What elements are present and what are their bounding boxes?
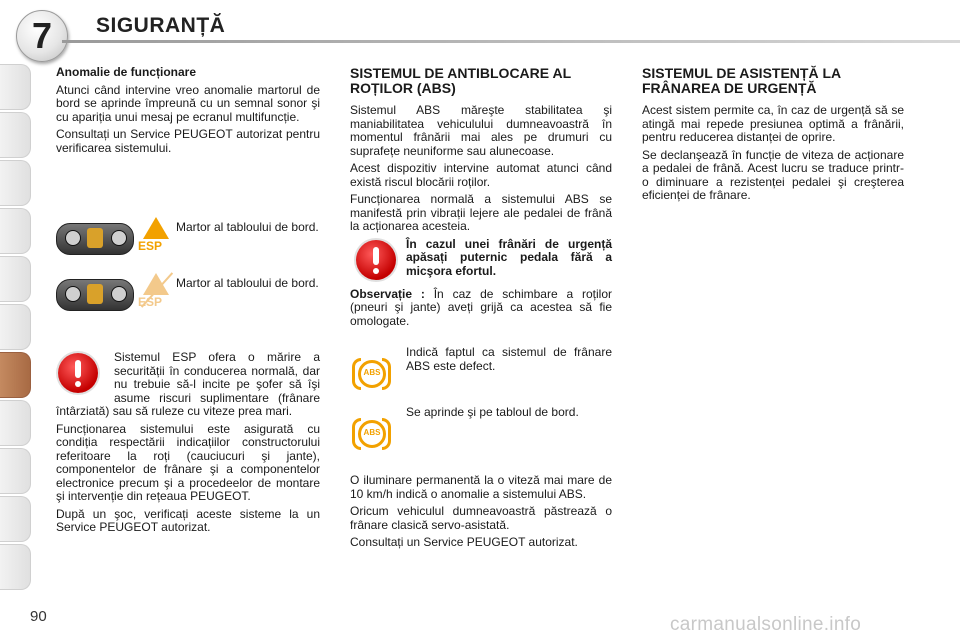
- warning-exclamation-icon: [58, 353, 98, 393]
- header-divider: [62, 40, 960, 43]
- column-brake-assist: [642, 66, 904, 207]
- chapter-tab[interactable]: [0, 304, 31, 350]
- abs-dashboard-row: [350, 406, 612, 466]
- paragraph: După un şoc, verificați aceste sisteme la un Service PEUGEOT autorizat.: [56, 506, 320, 534]
- chapter-tab[interactable]: [0, 256, 31, 302]
- esp-off-indicator-row: [56, 276, 320, 329]
- abs-warning-icon: ABS: [352, 414, 392, 454]
- paragraph: Atunci când intervine vreo anomalie martorul de bord se aprinde împreună cu un semnal sonor şi cu apariția unui mesaj pe ecranul multifuncție.: [56, 82, 320, 124]
- chapter-tabs: [0, 64, 34, 592]
- icon-caption: Indică faptul ca sistemul de frânare ABS este defect.: [406, 345, 612, 373]
- paragraph: O iluminare permanentă la o viteză mai mare de 10 km/h indică o anomalie a sistemului ABS.: [350, 473, 612, 501]
- esp-indicator-row: [56, 220, 320, 273]
- paragraph: Oricum vehiculul dumneavoastră păstrează o frânare clasică servo-asistată.: [350, 504, 612, 532]
- chapter-tab[interactable]: [0, 544, 31, 590]
- paragraph: Funcționarea normală a sistemului ABS se manifestă prin vibrații lejere ale pedalei de frână la acționarea acesteia.: [350, 192, 612, 233]
- chapter-tab[interactable]: [0, 112, 31, 158]
- column-esp: [56, 66, 320, 539]
- paragraph: Acest sistem permite ca, în caz de urgență să se atingă mai repede presiunea optimă a frânării, pentru reducerea distanței de oprire.: [642, 103, 904, 144]
- note-paragraph: [350, 288, 612, 329]
- chapter-tab[interactable]: [0, 160, 31, 206]
- chapter-title: SIGURANȚĂ: [96, 14, 226, 37]
- paragraph: Acest dispozitiv intervine automat atunci când există riscul blocării roților.: [350, 161, 612, 189]
- section-subhead: Anomalie de funcționare: [56, 65, 197, 79]
- chapter-tab[interactable]: [0, 496, 31, 542]
- icon-caption: Se aprinde şi pe tabloul de bord.: [406, 405, 579, 419]
- dashboard-icon: [56, 223, 134, 255]
- abs-warning-block: [350, 238, 612, 282]
- chapter-number-badge: [16, 10, 68, 62]
- esp-off-icon: ESP: [138, 273, 174, 315]
- note-text: În caz de schimbare a roților (pneuri şi jante) aveți grijă ca acestea să fie omologate.: [350, 286, 612, 328]
- paragraph: Consultați un Service PEUGEOT autorizat pentru verificarea sistemului.: [56, 127, 320, 155]
- page-number: 90: [30, 608, 47, 625]
- watermark: carmanualsonline.info: [670, 614, 862, 635]
- note-label: Observație :: [350, 286, 425, 301]
- chapter-tab[interactable]: [0, 400, 31, 446]
- abs-indicator-row: [350, 346, 612, 406]
- paragraph: Consultați un Service PEUGEOT autorizat.: [350, 535, 578, 549]
- chapter-tab[interactable]: [0, 448, 31, 494]
- chapter-tab[interactable]: [0, 64, 31, 110]
- chapter-tab[interactable]: [0, 208, 31, 254]
- column-abs: [350, 66, 612, 554]
- page-header: [0, 0, 960, 56]
- esp-warning-block: [56, 351, 320, 419]
- warning-text: Sistemul ESP ofera o mărire a securității în conducerea normală, dar nu trebuie să-l incite pe şofer să îşi asume riscuri suplimentare (frânare întârziată) sau să ruleze cu viteze prea mari.: [56, 350, 320, 418]
- warning-exclamation-icon: [356, 240, 396, 280]
- chapter-number: 7: [31, 15, 53, 56]
- paragraph: Funcționarea sistemului este asigurată cu condiția respectării indicațiilor constructorului referitoare la roți (cauciucuri şi jante), componentelor de frânare şi a componentelor electronice precum şi a procedeelor de montare şi intervenție din rețeaua PEUGEOT.: [56, 421, 320, 503]
- section-title: SISTEMUL DE ANTIBLOCARE AL ROȚILOR (ABS): [350, 65, 571, 96]
- icon-caption: Martor al tabloului de bord.: [176, 220, 319, 234]
- section-title: SISTEMUL DE ASISTENȚĂ LA FRÂNAREA DE URGENȚĂ: [642, 65, 841, 96]
- paragraph: Sistemul ABS măreşte stabilitatea şi maniabilitatea vehiculului dumneavoastră în momentul frânării mai ales pe drumuri cu suprafețe neuniforme sau alunecoase.: [350, 103, 612, 158]
- esp-warning-icon: ESP: [138, 217, 174, 259]
- abs-warning-icon: ABS: [352, 354, 392, 394]
- dashboard-icon: [56, 279, 134, 311]
- chapter-tab-active[interactable]: [0, 352, 31, 398]
- paragraph: Se declanşează în funcție de viteza de acționare a pedalei de frână. Acest lucru se traduce printr-o diminuare a rezistenței pedalei şi creşterea eficienței de frânare.: [642, 147, 904, 202]
- warning-text: În cazul unei frânări de urgență apăsați puternic pedala fără a micşora efortul.: [406, 236, 612, 278]
- icon-caption: Martor al tabloului de bord.: [176, 276, 319, 290]
